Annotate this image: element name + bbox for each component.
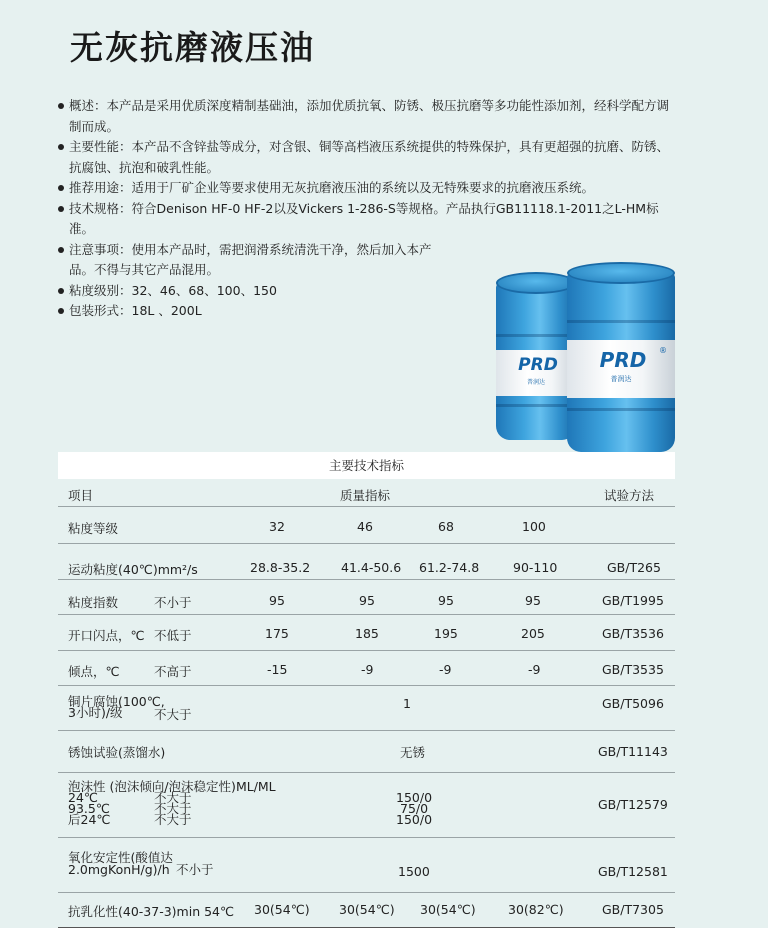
bullet-spec: [58, 199, 678, 240]
method-cell: GB/T3536: [602, 626, 664, 641]
method-cell: GB/T12579: [598, 797, 668, 812]
bullet-label: 粘度级别：: [69, 282, 132, 298]
brand-logo-sub: 普润达: [526, 379, 545, 386]
bullet-label: 注意事项：: [69, 241, 132, 257]
value-cell: 30(54℃): [420, 902, 476, 917]
value-cell: -9: [528, 662, 541, 677]
row-item: 铜片腐蚀(100℃,: [68, 694, 165, 709]
value-cell: 95: [525, 593, 541, 608]
row-subitem: 24℃: [68, 790, 98, 805]
table-row: [58, 544, 675, 580]
bullet-text: 使用本产品时，需把润滑系统清洗干净，然后加入本产品。不得与其它产品混用。: [69, 241, 432, 277]
bullet-label: 推荐用途：: [69, 180, 132, 195]
row-condition: 不大于: [154, 812, 192, 827]
row-condition: 不小于: [154, 595, 192, 610]
col-header-item: 项目: [68, 488, 94, 503]
value-cell: 30(82℃): [508, 902, 564, 917]
table-row: [58, 838, 675, 893]
method-cell: GB/T265: [607, 560, 661, 575]
row-condition: 不低于: [154, 628, 192, 643]
value-cell: 30(54℃): [254, 902, 310, 917]
method-cell: GB/T5096: [602, 696, 664, 711]
row-item: 粘度等级: [68, 521, 119, 536]
value-cell: 32: [269, 519, 285, 534]
value-cell: 46: [357, 519, 373, 534]
method-cell: GB/T12581: [598, 864, 668, 879]
value-cell: 1500: [398, 864, 430, 879]
value-cell: 185: [355, 626, 379, 641]
bullet-label: 主要性能：: [69, 139, 132, 154]
row-subitem: 93.5℃: [68, 801, 110, 816]
row-item: 开口闪点，℃: [68, 628, 145, 643]
value-cell: 75/0: [400, 801, 429, 816]
table-header-row: [58, 479, 675, 507]
table-row: [58, 893, 675, 928]
value-cell: -9: [361, 662, 374, 677]
bullet-label: 包装形式：: [69, 303, 132, 318]
row-item: 粘度指数: [68, 595, 119, 610]
row-condition: 不大于: [154, 790, 192, 805]
row-item: 氧化安定性(酸值达: [68, 850, 173, 865]
value-cell: 205: [521, 626, 545, 641]
value-cell: 95: [359, 593, 375, 608]
col-header-quality: 质量指标: [340, 488, 391, 503]
bullet-performance: [58, 137, 678, 178]
value-cell: 28.8-35.2: [250, 560, 311, 575]
bullet-text: 18L 、200L: [131, 303, 202, 318]
method-cell: GB/T3535: [602, 662, 664, 677]
value-cell: 61.2-74.8: [419, 560, 480, 575]
method-cell: GB/T1995: [602, 593, 664, 608]
page-title: 无灰抗磨液压油: [70, 28, 315, 67]
row-item: 运动粘度(40℃)mm²/s: [68, 562, 198, 577]
row-item: 抗乳化性(40-37-3)min 54℃: [68, 904, 235, 919]
table-title: 主要技术指标: [58, 452, 675, 479]
method-cell: GB/T7305: [602, 902, 664, 917]
bullet-text: 本产品是采用优质深度精制基础油，添加优质抗氧、防锈、极压抗磨等多功能性添加剂，经科学配方调制而成。: [69, 98, 670, 134]
value-cell: 30(54℃): [339, 902, 395, 917]
bullet-usage: [58, 178, 678, 199]
table-row: [58, 651, 675, 686]
col-header-method: 试验方法: [604, 488, 655, 503]
bullet-label: 概述：: [69, 98, 107, 113]
value-cell: 95: [269, 593, 285, 608]
value-cell: 150/0: [396, 812, 433, 827]
brand-logo: PRD: [518, 355, 558, 375]
value-cell: 无锈: [400, 745, 426, 760]
bullet-text: 本产品不含锌盐等成分，对含银、铜等高档液压系统提供的特殊保护，具有更超强的抗磨、防锈、抗腐蚀、抗泡和破乳性能。: [69, 139, 670, 175]
value-cell: 100: [522, 519, 546, 534]
brand-logo-sub: 普润达: [610, 375, 632, 383]
value-cell: 95: [438, 593, 454, 608]
table-row: [58, 507, 675, 544]
table-row: [58, 580, 675, 615]
value-cell: 195: [434, 626, 458, 641]
value-cell: 150/0: [396, 790, 433, 805]
spec-table: [58, 452, 675, 928]
bullet-overview: [58, 96, 678, 137]
row-condition: 不大于: [154, 801, 192, 816]
row-item: 锈蚀试验(蒸馏水): [68, 745, 166, 760]
row-item-line2: 3小时)/级: [68, 705, 123, 720]
method-cell: GB/T11143: [598, 744, 668, 759]
brand-logo: PRD: [599, 348, 647, 372]
row-condition: 不高于: [154, 664, 192, 679]
row-condition: 不小于: [176, 862, 214, 877]
oil-drum-image-back: [496, 272, 576, 440]
row-item: 倾点，℃: [68, 664, 120, 679]
table-row: [58, 686, 675, 731]
row-item: 泡沫性 (泡沫倾向/泡沫稳定性)ML/ML: [68, 779, 276, 794]
registered-mark: ®: [659, 346, 667, 355]
row-item-line2: 2.0mgKonH/g)/h: [68, 862, 170, 877]
value-cell: 90-110: [513, 560, 558, 575]
value-cell: -9: [439, 662, 452, 677]
table-row: [58, 615, 675, 651]
value-cell: 1: [403, 696, 411, 711]
oil-drum-image-front: [567, 262, 675, 452]
bullet-text: 32、46、68、100、150: [131, 282, 277, 298]
value-cell: 41.4-50.6: [341, 560, 402, 575]
row-subitem: 后24℃: [68, 812, 111, 827]
value-cell: -15: [267, 662, 288, 677]
value-cell: 68: [438, 519, 454, 534]
table-row: [58, 731, 675, 773]
row-condition: 不大于: [154, 707, 192, 722]
bullet-text: 适用于厂矿企业等要求使用无灰抗磨液压油的系统以及无特殊要求的抗磨液压系统。: [131, 180, 595, 195]
table-row: [58, 773, 675, 838]
bullet-text: 符合Denison HF-0 HF-2以及Vickers 1-286-S等规格。产品执行GB11118.1-2011之L-HM标准。: [69, 200, 659, 236]
bullet-label: 技术规格：: [69, 200, 132, 216]
bullet-notes: [58, 240, 449, 281]
value-cell: 175: [265, 626, 289, 641]
